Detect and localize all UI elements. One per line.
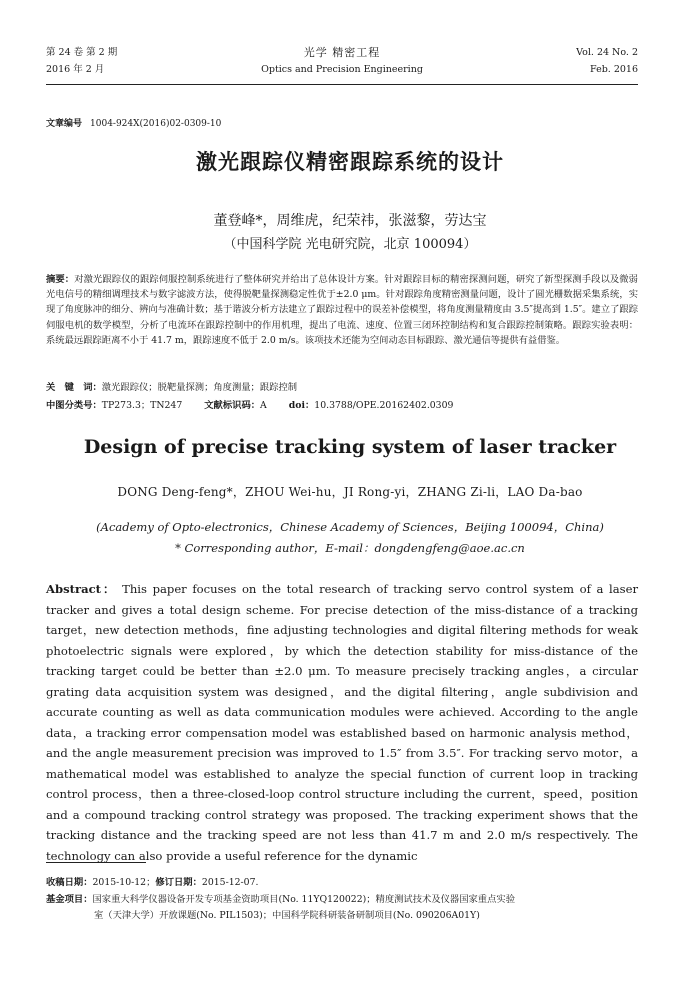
doi-value: 10.3788/OPE.20162402.0309 xyxy=(314,400,454,411)
doc-code-value: A xyxy=(260,400,267,411)
received-label: 收稿日期： xyxy=(46,877,93,888)
abstract-cn xyxy=(46,272,638,348)
affiliation-cn: （中国科学院 光电研究院，北京 100094） xyxy=(223,237,477,252)
received-value: 2015-10-12； xyxy=(92,877,156,888)
running-header xyxy=(46,44,638,80)
date-en: Feb. 2016 xyxy=(590,64,638,75)
volume-issue-en: Vol. 24 No. 2 xyxy=(576,47,638,58)
abstract-en-text: This paper focuses on the total research of tracking servo control system of a laser tracker and gives a total design scheme. For precise detection of the miss-distance of a tracking target，new detection methods，fine adjusting technologies and digital filtering methods for weak photoelectric signals were explored，by which the detection stability for miss-distance of the tracking target could be better than ±2.0 μm. To measure precisely tracking angles，a circular grating data acquisition system was designed，and the digital filtering，angle subdivision and accurate counting as well as data communication modules were achieved. According to the angle data，a tracking error compensation model was established based on harmonic analysis method，and the angle measurement precision was improved to 1.5″ from 3.5″. For tracking servo motor，a mathematical model was established to analyze the special function of current loop in tracking control process，then a three-closed-loop control structure including the current，speed，position and a compound tracking control strategy was proposed. The tracking experiment shows that the tracking distance and the tracking speed are not less than 41.7 m and 2.0 m/s respectively. The technology can also provide a useful reference for the dynamic xyxy=(46,582,638,863)
doc-code-label: 文献标识码： xyxy=(204,400,261,411)
classification-row xyxy=(46,398,638,413)
corresponding-author-en: * Corresponding author，E-mail：dongdengfeng@aoe.ac.cn xyxy=(175,541,525,555)
authors-en: DONG Deng-feng*，ZHOU Wei-hu，JI Rong-yi，ZHANG Zi-li，LAO Da-bao xyxy=(117,485,583,499)
header-divider xyxy=(46,84,638,85)
footnote-divider xyxy=(46,862,146,863)
article-number-value: 1004-924X(2016)02-0309-10 xyxy=(90,119,222,129)
date-cn: 2016 年 2 月 xyxy=(46,64,105,75)
abstract-en-label: Abstract： xyxy=(46,582,117,596)
header-right xyxy=(576,44,638,78)
fund-line-2: 室（天津大学）开放课题(No. PIL1503)；中国科学院科研装备研制项目(No. 090206A01Y) xyxy=(94,910,480,921)
clc-value: TP273.3；TN247 xyxy=(101,400,183,411)
article-number-label: 文章编号 xyxy=(46,119,83,129)
journal-name-cn: 光学 精密工程 xyxy=(303,46,381,59)
fund-line xyxy=(46,892,638,909)
keywords-cn-text: 激光跟踪仪；脱靶量探测；角度测量；跟踪控制 xyxy=(101,382,298,393)
journal-name-en: Optics and Precision Engineering xyxy=(261,64,423,75)
doi-label: doi： xyxy=(288,400,315,411)
fund-label: 基金项目： xyxy=(46,893,93,905)
revised-value: 2015-12-07. xyxy=(201,877,259,888)
footnotes xyxy=(46,875,638,925)
keywords-cn xyxy=(46,380,638,395)
article-number xyxy=(46,116,221,129)
title-en: Design of precise tracking system of laser tracker xyxy=(83,436,617,458)
abstract-cn-label: 摘要： xyxy=(46,274,75,285)
abstract-cn-text: 对激光跟踪仪的跟踪伺服控制系统进行了整体研究并给出了总体设计方案。针对跟踪目标的精密探测问题，研究了新型探测手段以及微弱光电信号的精细调理技术与数字滤波方法，使得脱靶量探测稳定性优于±2.0 μm。针对跟踪角度精密测量问题，设计了圆光栅数据采集系统，实现了角度脉冲的细分、辨向与准确计数；基于谐波分析方法建立了跟踪过程中的误差补偿模型，将角度测量精度由 3.5″提高到 1.5″。建立了跟踪伺服电机的数学模型，分析了电流环在跟踪控制中的作用机理，提出了电流、速度、位置三闭环控制结构和复合跟踪控制策略。跟踪实验表明：系统最远跟踪距离不小于 41.7 m，跟踪速度不低于 2.0 m/s。该项技术还能为空间动态目标跟踪、激光通信等提供有益借鉴。 xyxy=(46,274,638,346)
clc-label: 中图分类号： xyxy=(46,400,102,411)
affiliation-en: (Academy of Opto-electronics，Chinese Academy of Sciences，Beijing 100094，China) xyxy=(96,520,604,534)
title-cn: 激光跟踪仪精密跟踪系统的设计 xyxy=(196,149,504,174)
authors-cn: 董登峰*，周维虎，纪荣祎，张滋黎，劳达宝 xyxy=(213,213,487,229)
volume-issue-cn: 第 24 卷 第 2 期 xyxy=(46,47,118,58)
dates-line xyxy=(46,875,638,892)
keywords-cn-label: 关 键 词： xyxy=(46,382,102,393)
header-center xyxy=(46,44,638,78)
revised-label: 修订日期： xyxy=(155,877,202,888)
abstract-en xyxy=(46,579,638,866)
fund-text-1: 国家重大科学仪器设备开发专项基金资助项目(No. 11YQ120022)；精度测试技术及仪器国家重点实验 xyxy=(92,893,515,905)
